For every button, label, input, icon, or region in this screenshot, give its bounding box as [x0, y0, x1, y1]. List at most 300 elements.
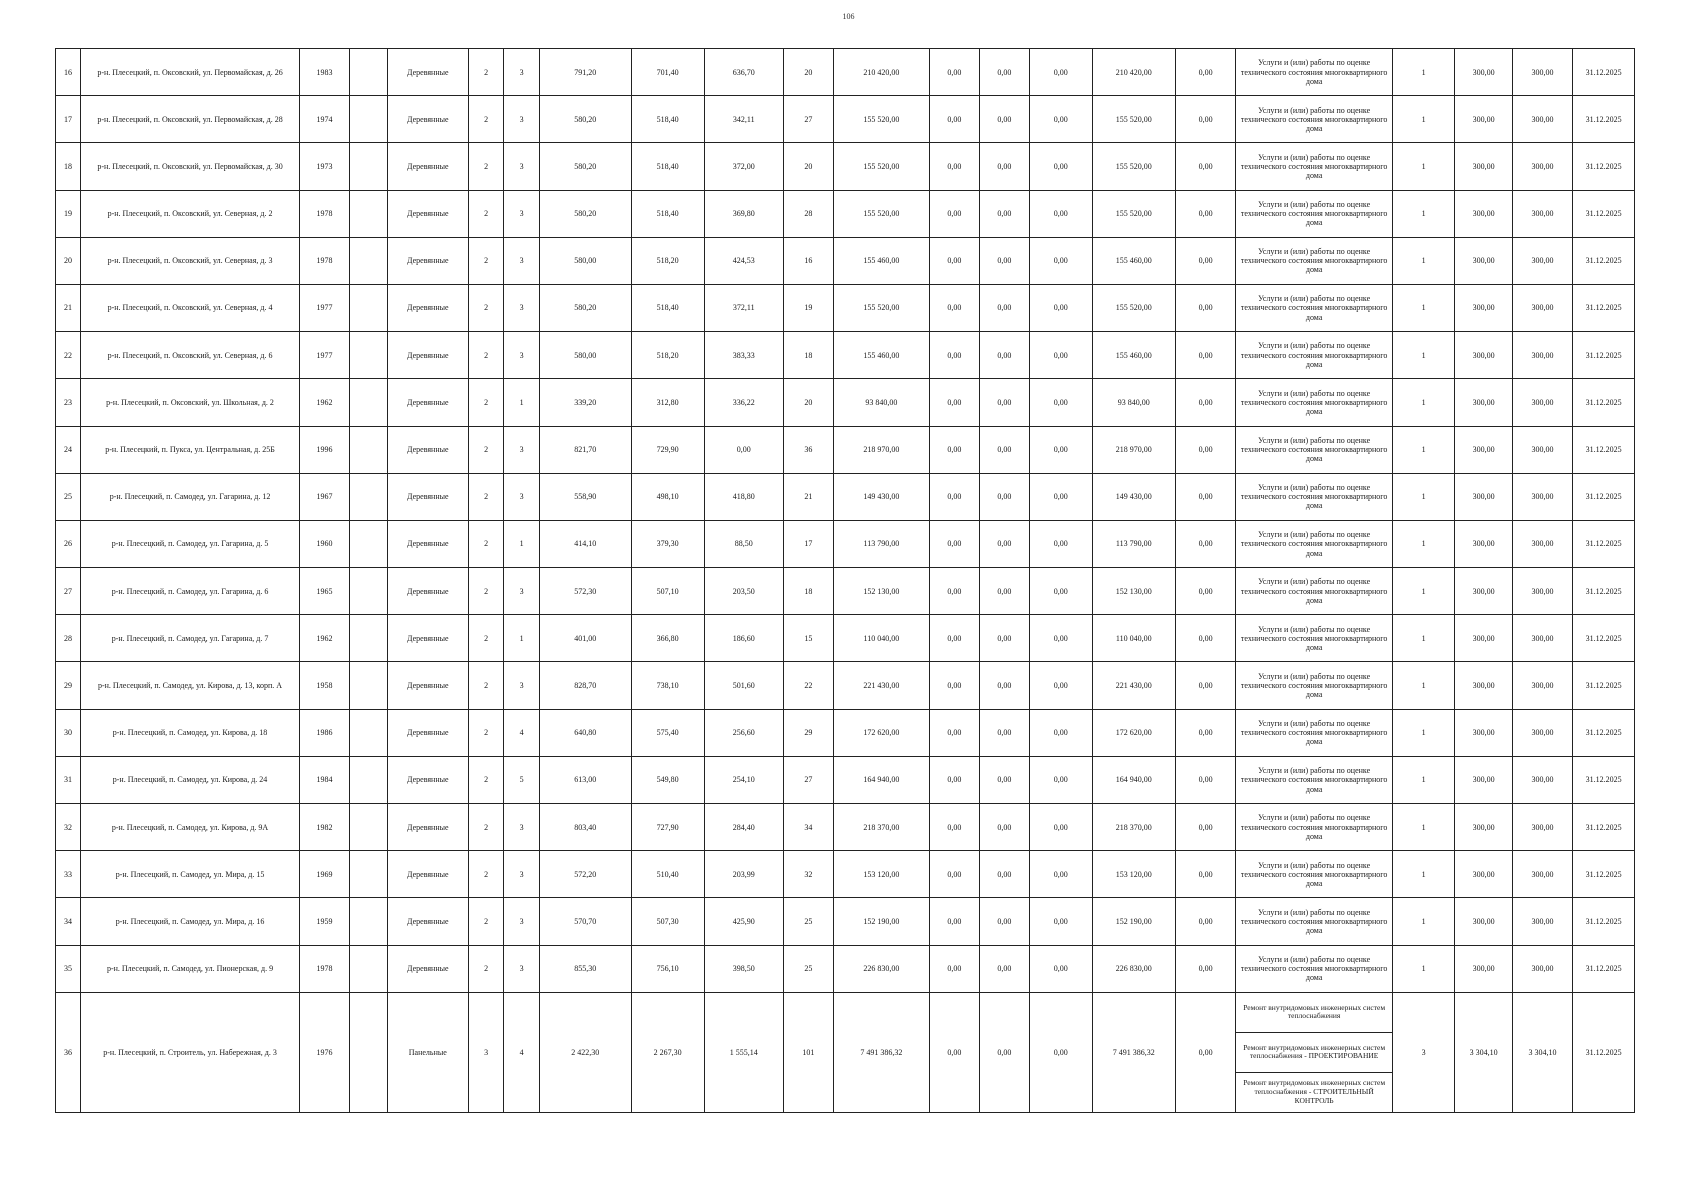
work-type-cell: Услуги и (или) работы по оценке технического состояния многоквартирного дома — [1236, 284, 1392, 331]
wall-material-cell: Панельные — [387, 992, 468, 1112]
max-cost-cell: 300,00 — [1512, 568, 1572, 615]
address-cell: р-н. Плесецкий, п. Оксовский, ул. Первомайская, д. 30 — [81, 143, 300, 190]
address-cell: р-н. Плесецкий, п. Оксовский, ул. Первомайская, д. 26 — [81, 49, 300, 96]
unit-cost-cell: 300,00 — [1455, 709, 1512, 756]
work-type-cell: Услуги и (или) работы по оценке технического состояния многоквартирного дома — [1236, 851, 1392, 898]
empty-cell — [350, 945, 388, 992]
residents-count-cell: 19 — [783, 284, 833, 331]
wall-material-cell: Деревянные — [387, 520, 468, 567]
living-area-cell: 507,30 — [631, 898, 704, 945]
other-funds-cell: 0,00 — [1175, 756, 1235, 803]
residents-count-cell: 101 — [783, 992, 833, 1112]
total-area-cell: 580,00 — [539, 332, 631, 379]
owners-funds-cell: 226 830,00 — [1092, 945, 1175, 992]
owners-funds-cell: 155 520,00 — [1092, 190, 1175, 237]
unit-cost-cell: 300,00 — [1455, 568, 1512, 615]
entrances-cell: 1 — [504, 520, 539, 567]
year-cell: 1974 — [300, 96, 350, 143]
max-cost-cell: 300,00 — [1512, 190, 1572, 237]
wall-material-cell: Деревянные — [387, 237, 468, 284]
local-funds-cell: 0,00 — [1029, 898, 1092, 945]
owners-funds-cell: 149 430,00 — [1092, 473, 1175, 520]
row-number: 32 — [56, 804, 81, 851]
year-cell: 1962 — [300, 615, 350, 662]
regional-funds-cell: 0,00 — [979, 945, 1029, 992]
unit-cost-cell: 300,00 — [1455, 237, 1512, 284]
total-area-cell: 339,20 — [539, 379, 631, 426]
regional-funds-cell: 0,00 — [979, 992, 1029, 1112]
residents-count-cell: 25 — [783, 945, 833, 992]
entrances-cell: 3 — [504, 237, 539, 284]
total-cost-cell: 155 460,00 — [833, 237, 929, 284]
living-area-cell: 366,80 — [631, 615, 704, 662]
address-cell: р-н. Плесецкий, п. Оксовский, ул. Северная, д. 6 — [81, 332, 300, 379]
year-cell: 1967 — [300, 473, 350, 520]
federal-funds-cell: 0,00 — [929, 49, 979, 96]
total-area-cell: 580,20 — [539, 96, 631, 143]
wall-material-cell: Деревянные — [387, 426, 468, 473]
other-funds-cell: 0,00 — [1175, 945, 1235, 992]
entrances-cell: 5 — [504, 756, 539, 803]
max-cost-cell: 300,00 — [1512, 379, 1572, 426]
max-cost-cell: 300,00 — [1512, 615, 1572, 662]
regional-funds-cell: 0,00 — [979, 804, 1029, 851]
quantity-cell: 1 — [1392, 898, 1455, 945]
wall-material-cell: Деревянные — [387, 568, 468, 615]
other-funds-cell: 0,00 — [1175, 804, 1235, 851]
other-funds-cell: 0,00 — [1175, 520, 1235, 567]
table-row — [56, 332, 1635, 379]
floors-cell: 2 — [468, 520, 503, 567]
living-area-cell: 518,40 — [631, 96, 704, 143]
row-number: 16 — [56, 49, 81, 96]
regional-funds-cell: 0,00 — [979, 49, 1029, 96]
floors-cell: 2 — [468, 473, 503, 520]
total-cost-cell: 155 520,00 — [833, 143, 929, 190]
table-row — [56, 709, 1635, 756]
floors-cell: 2 — [468, 284, 503, 331]
wall-material-cell: Деревянные — [387, 756, 468, 803]
federal-funds-cell: 0,00 — [929, 379, 979, 426]
residents-count-cell: 36 — [783, 426, 833, 473]
work-type-cell: Услуги и (или) работы по оценке технического состояния многоквартирного дома — [1236, 237, 1392, 284]
address-cell: р-н. Плесецкий, п. Оксовский, ул. Северная, д. 4 — [81, 284, 300, 331]
deadline-cell: 31.12.2025 — [1573, 332, 1635, 379]
deadline-cell: 31.12.2025 — [1573, 473, 1635, 520]
quantity-cell: 1 — [1392, 662, 1455, 709]
local-funds-cell: 0,00 — [1029, 804, 1092, 851]
residents-count-cell: 18 — [783, 332, 833, 379]
row-number: 17 — [56, 96, 81, 143]
residents-area-cell: 0,00 — [704, 426, 783, 473]
year-cell: 1978 — [300, 190, 350, 237]
residents-count-cell: 18 — [783, 568, 833, 615]
deadline-cell: 31.12.2025 — [1573, 992, 1635, 1112]
address-cell: р-н. Плесецкий, п. Оксовский, ул. Первомайская, д. 28 — [81, 96, 300, 143]
owners-funds-cell: 155 460,00 — [1092, 237, 1175, 284]
residents-count-cell: 27 — [783, 756, 833, 803]
entrances-cell: 4 — [504, 709, 539, 756]
max-cost-cell: 300,00 — [1512, 851, 1572, 898]
owners-funds-cell: 7 491 386,32 — [1092, 992, 1175, 1112]
floors-cell: 2 — [468, 237, 503, 284]
table-row — [56, 520, 1635, 567]
work-type-cell: Услуги и (или) работы по оценке технического состояния многоквартирного дома — [1236, 332, 1392, 379]
local-funds-cell: 0,00 — [1029, 143, 1092, 190]
work-type-cell: Услуги и (или) работы по оценке технического состояния многоквартирного дома — [1236, 426, 1392, 473]
table-row — [56, 96, 1635, 143]
other-funds-cell: 0,00 — [1175, 898, 1235, 945]
residents-area-cell: 256,60 — [704, 709, 783, 756]
table-row — [56, 851, 1635, 898]
quantity-cell: 3 — [1392, 992, 1455, 1112]
local-funds-cell: 0,00 — [1029, 851, 1092, 898]
work-type-cell: Услуги и (или) работы по оценке технического состояния многоквартирного дома — [1236, 615, 1392, 662]
total-cost-cell: 164 940,00 — [833, 756, 929, 803]
floors-cell: 2 — [468, 662, 503, 709]
work-type-cell: Услуги и (или) работы по оценке технического состояния многоквартирного дома — [1236, 520, 1392, 567]
unit-cost-cell: 300,00 — [1455, 143, 1512, 190]
year-cell: 1962 — [300, 379, 350, 426]
work-type-cell: Услуги и (или) работы по оценке технического состояния многоквартирного дома — [1236, 49, 1392, 96]
living-area-cell: 729,90 — [631, 426, 704, 473]
row-number: 20 — [56, 237, 81, 284]
local-funds-cell: 0,00 — [1029, 473, 1092, 520]
deadline-cell: 31.12.2025 — [1573, 426, 1635, 473]
regional-funds-cell: 0,00 — [979, 898, 1029, 945]
federal-funds-cell: 0,00 — [929, 568, 979, 615]
max-cost-cell: 300,00 — [1512, 49, 1572, 96]
federal-funds-cell: 0,00 — [929, 992, 979, 1112]
residents-count-cell: 34 — [783, 804, 833, 851]
address-cell: р-н. Плесецкий, п. Самодед, ул. Кирова, д. 13, корп. А — [81, 662, 300, 709]
quantity-cell: 1 — [1392, 945, 1455, 992]
residents-count-cell: 29 — [783, 709, 833, 756]
quantity-cell: 1 — [1392, 190, 1455, 237]
local-funds-cell: 0,00 — [1029, 332, 1092, 379]
regional-funds-cell: 0,00 — [979, 615, 1029, 662]
local-funds-cell: 0,00 — [1029, 426, 1092, 473]
quantity-cell: 1 — [1392, 237, 1455, 284]
local-funds-cell: 0,00 — [1029, 96, 1092, 143]
entrances-cell: 3 — [504, 945, 539, 992]
year-cell: 1958 — [300, 662, 350, 709]
living-area-cell: 510,40 — [631, 851, 704, 898]
entrances-cell: 3 — [504, 473, 539, 520]
year-cell: 1984 — [300, 756, 350, 803]
wall-material-cell: Деревянные — [387, 49, 468, 96]
total-cost-cell: 155 460,00 — [833, 332, 929, 379]
living-area-cell: 312,80 — [631, 379, 704, 426]
total-area-cell: 821,70 — [539, 426, 631, 473]
total-area-cell: 640,80 — [539, 709, 631, 756]
table-row — [56, 284, 1635, 331]
empty-cell — [350, 568, 388, 615]
floors-cell: 3 — [468, 992, 503, 1112]
entrances-cell: 3 — [504, 662, 539, 709]
total-area-cell: 855,30 — [539, 945, 631, 992]
year-cell: 1976 — [300, 992, 350, 1112]
unit-cost-cell: 300,00 — [1455, 615, 1512, 662]
residents-count-cell: 22 — [783, 662, 833, 709]
table-row — [56, 898, 1635, 945]
unit-cost-cell: 300,00 — [1455, 332, 1512, 379]
empty-cell — [350, 143, 388, 190]
unit-cost-cell: 300,00 — [1455, 190, 1512, 237]
row-number: 33 — [56, 851, 81, 898]
owners-funds-cell: 113 790,00 — [1092, 520, 1175, 567]
row-number: 26 — [56, 520, 81, 567]
local-funds-cell: 0,00 — [1029, 662, 1092, 709]
quantity-cell: 1 — [1392, 615, 1455, 662]
unit-cost-cell: 300,00 — [1455, 898, 1512, 945]
year-cell: 1982 — [300, 804, 350, 851]
other-funds-cell: 0,00 — [1175, 49, 1235, 96]
address-cell: р-н. Плесецкий, п. Самодед, ул. Кирова, д. 24 — [81, 756, 300, 803]
floors-cell: 2 — [468, 379, 503, 426]
deadline-cell: 31.12.2025 — [1573, 190, 1635, 237]
empty-cell — [350, 662, 388, 709]
work-type-cell: Услуги и (или) работы по оценке технического состояния многоквартирного дома — [1236, 568, 1392, 615]
max-cost-cell: 300,00 — [1512, 426, 1572, 473]
owners-funds-cell: 153 120,00 — [1092, 851, 1175, 898]
entrances-cell: 3 — [504, 49, 539, 96]
federal-funds-cell: 0,00 — [929, 143, 979, 190]
deadline-cell: 31.12.2025 — [1573, 284, 1635, 331]
row-number: 24 — [56, 426, 81, 473]
living-area-cell: 727,90 — [631, 804, 704, 851]
work-type-cell: Услуги и (или) работы по оценке технического состояния многоквартирного дома — [1236, 473, 1392, 520]
deadline-cell: 31.12.2025 — [1573, 851, 1635, 898]
local-funds-cell: 0,00 — [1029, 709, 1092, 756]
total-area-cell: 414,10 — [539, 520, 631, 567]
federal-funds-cell: 0,00 — [929, 804, 979, 851]
other-funds-cell: 0,00 — [1175, 237, 1235, 284]
deadline-cell: 31.12.2025 — [1573, 615, 1635, 662]
address-cell: р-н. Плесецкий, п. Самодед, ул. Кирова, д. 9А — [81, 804, 300, 851]
residents-area-cell: 186,60 — [704, 615, 783, 662]
federal-funds-cell: 0,00 — [929, 898, 979, 945]
floors-cell: 2 — [468, 426, 503, 473]
empty-cell — [350, 96, 388, 143]
unit-cost-cell: 300,00 — [1455, 520, 1512, 567]
total-area-cell: 572,30 — [539, 568, 631, 615]
work-type-cell: Ремонт внутридомовых инженерных систем теплоснабжения — [1236, 992, 1392, 1032]
residents-area-cell: 372,00 — [704, 143, 783, 190]
deadline-cell: 31.12.2025 — [1573, 520, 1635, 567]
total-area-cell: 803,40 — [539, 804, 631, 851]
empty-cell — [350, 190, 388, 237]
row-number: 29 — [56, 662, 81, 709]
owners-funds-cell: 210 420,00 — [1092, 49, 1175, 96]
deadline-cell: 31.12.2025 — [1573, 96, 1635, 143]
year-cell: 1996 — [300, 426, 350, 473]
living-area-cell: 518,40 — [631, 143, 704, 190]
total-cost-cell: 152 130,00 — [833, 568, 929, 615]
living-area-cell: 549,80 — [631, 756, 704, 803]
other-funds-cell: 0,00 — [1175, 96, 1235, 143]
residents-area-cell: 88,50 — [704, 520, 783, 567]
residents-area-cell: 418,80 — [704, 473, 783, 520]
owners-funds-cell: 155 460,00 — [1092, 332, 1175, 379]
entrances-cell: 3 — [504, 426, 539, 473]
year-cell: 1959 — [300, 898, 350, 945]
total-area-cell: 558,90 — [539, 473, 631, 520]
wall-material-cell: Деревянные — [387, 851, 468, 898]
federal-funds-cell: 0,00 — [929, 756, 979, 803]
address-cell: р-н. Плесецкий, п. Самодед, ул. Мира, д. 16 — [81, 898, 300, 945]
residents-area-cell: 383,33 — [704, 332, 783, 379]
work-type-cell: Услуги и (или) работы по оценке технического состояния многоквартирного дома — [1236, 898, 1392, 945]
deadline-cell: 31.12.2025 — [1573, 898, 1635, 945]
year-cell: 1969 — [300, 851, 350, 898]
other-funds-cell: 0,00 — [1175, 143, 1235, 190]
address-cell: р-н. Плесецкий, п. Самодед, ул. Гагарина, д. 12 — [81, 473, 300, 520]
empty-cell — [350, 520, 388, 567]
total-cost-cell: 155 520,00 — [833, 190, 929, 237]
floors-cell: 2 — [468, 945, 503, 992]
owners-funds-cell: 155 520,00 — [1092, 284, 1175, 331]
total-area-cell: 580,20 — [539, 190, 631, 237]
empty-cell — [350, 332, 388, 379]
entrances-cell: 3 — [504, 143, 539, 190]
living-area-cell: 575,40 — [631, 709, 704, 756]
regional-funds-cell: 0,00 — [979, 143, 1029, 190]
empty-cell — [350, 992, 388, 1112]
residents-count-cell: 21 — [783, 473, 833, 520]
wall-material-cell: Деревянные — [387, 709, 468, 756]
local-funds-cell: 0,00 — [1029, 945, 1092, 992]
federal-funds-cell: 0,00 — [929, 426, 979, 473]
work-type-cell: Ремонт внутридомовых инженерных систем теплоснабжения - ПРОЕКТИРОВАНИЕ — [1236, 1032, 1392, 1072]
wall-material-cell: Деревянные — [387, 898, 468, 945]
deadline-cell: 31.12.2025 — [1573, 945, 1635, 992]
total-cost-cell: 218 370,00 — [833, 804, 929, 851]
total-cost-cell: 110 040,00 — [833, 615, 929, 662]
year-cell: 1960 — [300, 520, 350, 567]
total-cost-cell: 153 120,00 — [833, 851, 929, 898]
wall-material-cell: Деревянные — [387, 473, 468, 520]
floors-cell: 2 — [468, 756, 503, 803]
regional-funds-cell: 0,00 — [979, 520, 1029, 567]
owners-funds-cell: 110 040,00 — [1092, 615, 1175, 662]
wall-material-cell: Деревянные — [387, 945, 468, 992]
wall-material-cell: Деревянные — [387, 379, 468, 426]
entrances-cell: 3 — [504, 804, 539, 851]
row-number: 18 — [56, 143, 81, 190]
entrances-cell: 3 — [504, 190, 539, 237]
quantity-cell: 1 — [1392, 851, 1455, 898]
table-row — [56, 379, 1635, 426]
entrances-cell: 3 — [504, 568, 539, 615]
deadline-cell: 31.12.2025 — [1573, 49, 1635, 96]
federal-funds-cell: 0,00 — [929, 332, 979, 379]
entrances-cell: 4 — [504, 992, 539, 1112]
regional-funds-cell: 0,00 — [979, 332, 1029, 379]
local-funds-cell: 0,00 — [1029, 49, 1092, 96]
row-number: 28 — [56, 615, 81, 662]
other-funds-cell: 0,00 — [1175, 851, 1235, 898]
wall-material-cell: Деревянные — [387, 143, 468, 190]
quantity-cell: 1 — [1392, 49, 1455, 96]
living-area-cell: 518,20 — [631, 237, 704, 284]
table-row — [56, 992, 1635, 1032]
year-cell: 1973 — [300, 143, 350, 190]
work-type-cell: Ремонт внутридомовых инженерных систем теплоснабжения - СТРОИТЕЛЬНЫЙ КОНТРОЛЬ — [1236, 1072, 1392, 1112]
floors-cell: 2 — [468, 190, 503, 237]
entrances-cell: 1 — [504, 379, 539, 426]
max-cost-cell: 300,00 — [1512, 804, 1572, 851]
floors-cell: 2 — [468, 96, 503, 143]
row-number: 35 — [56, 945, 81, 992]
address-cell: р-н. Плесецкий, п. Самодед, ул. Гагарина, д. 7 — [81, 615, 300, 662]
local-funds-cell: 0,00 — [1029, 379, 1092, 426]
total-area-cell: 572,20 — [539, 851, 631, 898]
empty-cell — [350, 237, 388, 284]
federal-funds-cell: 0,00 — [929, 615, 979, 662]
living-area-cell: 756,10 — [631, 945, 704, 992]
regional-funds-cell: 0,00 — [979, 851, 1029, 898]
row-number: 27 — [56, 568, 81, 615]
empty-cell — [350, 898, 388, 945]
table-row — [56, 756, 1635, 803]
total-area-cell: 580,20 — [539, 284, 631, 331]
max-cost-cell: 300,00 — [1512, 520, 1572, 567]
regional-funds-cell: 0,00 — [979, 473, 1029, 520]
federal-funds-cell: 0,00 — [929, 237, 979, 284]
unit-cost-cell: 300,00 — [1455, 473, 1512, 520]
residents-count-cell: 17 — [783, 520, 833, 567]
table-row — [56, 49, 1635, 96]
address-cell: р-н. Плесецкий, п. Пукса, ул. Центральная, д. 25Б — [81, 426, 300, 473]
unit-cost-cell: 300,00 — [1455, 662, 1512, 709]
floors-cell: 2 — [468, 568, 503, 615]
max-cost-cell: 3 304,10 — [1512, 992, 1572, 1112]
row-number: 34 — [56, 898, 81, 945]
residents-area-cell: 1 555,14 — [704, 992, 783, 1112]
table-row — [56, 143, 1635, 190]
address-cell: р-н. Плесецкий, п. Оксовский, ул. Северная, д. 3 — [81, 237, 300, 284]
address-cell: р-н. Плесецкий, п. Самодед, ул. Мира, д. 15 — [81, 851, 300, 898]
table-body — [56, 49, 1635, 1113]
entrances-cell: 3 — [504, 851, 539, 898]
year-cell: 1978 — [300, 237, 350, 284]
max-cost-cell: 300,00 — [1512, 96, 1572, 143]
table-row — [56, 615, 1635, 662]
address-cell: р-н. Плесецкий, п. Самодед, ул. Пионерская, д. 9 — [81, 945, 300, 992]
local-funds-cell: 0,00 — [1029, 237, 1092, 284]
entrances-cell: 3 — [504, 898, 539, 945]
work-type-cell: Услуги и (или) работы по оценке технического состояния многоквартирного дома — [1236, 190, 1392, 237]
total-cost-cell: 7 491 386,32 — [833, 992, 929, 1112]
federal-funds-cell: 0,00 — [929, 945, 979, 992]
table-row — [56, 662, 1635, 709]
federal-funds-cell: 0,00 — [929, 520, 979, 567]
address-cell: р-н. Плесецкий, п. Самодед, ул. Гагарина, д. 6 — [81, 568, 300, 615]
address-cell: р-н. Плесецкий, п. Строитель, ул. Набережная, д. 3 — [81, 992, 300, 1112]
empty-cell — [350, 379, 388, 426]
max-cost-cell: 300,00 — [1512, 143, 1572, 190]
residents-count-cell: 25 — [783, 898, 833, 945]
other-funds-cell: 0,00 — [1175, 426, 1235, 473]
residents-count-cell: 20 — [783, 49, 833, 96]
year-cell: 1965 — [300, 568, 350, 615]
total-cost-cell: 210 420,00 — [833, 49, 929, 96]
total-area-cell: 570,70 — [539, 898, 631, 945]
year-cell: 1977 — [300, 284, 350, 331]
max-cost-cell: 300,00 — [1512, 945, 1572, 992]
local-funds-cell: 0,00 — [1029, 190, 1092, 237]
